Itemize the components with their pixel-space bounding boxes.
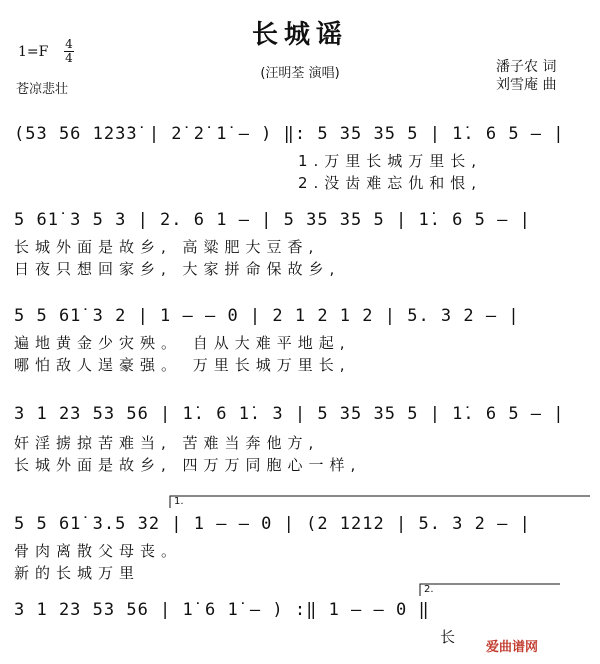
notation-line: 3 1 23 53 56 | 1̇. 6 1̇. 3 | 5 35 35 5 | 1̇. 6 5 – | xyxy=(14,404,565,424)
volta-bracket-second xyxy=(420,584,560,596)
lyric-line: 哪怕敌人逞豪强。 万里长城万里长, xyxy=(14,356,351,374)
performer-credit: (汪明荃 演唱) xyxy=(260,66,340,81)
volta-bracket-first xyxy=(170,496,590,508)
watermark-logo: 爱曲谱网 xyxy=(486,640,539,655)
lyric-line: 1.万里长城万里长, xyxy=(298,152,483,170)
time-signature-bottom: 4 xyxy=(65,51,73,65)
lyric-line: 长城外面是故乡, 四万万同胞心一样, xyxy=(14,456,362,474)
notation-line: 3 1 23 53 56 | 1̇ 6 1̇ – ) :‖ 1 – – 0 ‖ xyxy=(14,600,430,620)
key-signature: 1=F xyxy=(18,44,49,60)
volta-label-second: 2. xyxy=(424,584,434,595)
song-title: 长城谣 xyxy=(251,20,348,50)
notation-line: (53 56 1̇2̇3̇3̇ | 2̇ 2̇ 1̇ – ) ‖: 5 35 35 5 | 1̇. 6 5 – | xyxy=(14,124,565,144)
lyric-line: 新的长城万里 xyxy=(14,564,141,582)
notation-line: 5 5 61̇ 3.5 32 | 1 – – 0 | (2 1212 | 5. 3 2 – | xyxy=(14,514,531,534)
lyric-line: 2.没齿难忘仇和恨, xyxy=(298,174,483,192)
notation-line: 5 5 61̇ 3 2 | 1 – – 0 | 2 1 2 1 2 | 5. 3 2 – | xyxy=(14,306,520,326)
lyric-line: 遍地黄金少灾殃。 自从大难平地起, xyxy=(14,334,351,352)
lyricist-credit: 潘子农 词 xyxy=(496,59,557,75)
volta-label-first: 1. xyxy=(174,496,184,507)
lyric-line: 长 xyxy=(440,628,462,646)
lyric-line: 日夜只想回家乡, 大家拼命保故乡, xyxy=(14,260,341,278)
lyric-line: 长城外面是故乡, 高粱肥大豆香, xyxy=(14,238,320,256)
composer-credit: 刘雪庵 曲 xyxy=(496,77,557,93)
time-signature-top: 4 xyxy=(65,37,73,51)
lyric-line: 骨肉离散父母丧。 xyxy=(14,542,183,560)
notation-line: 5 61̇ 3 5 3 | 2. 6 1 – | 5 35 35 5 | 1̇. 6 5 – | xyxy=(14,210,531,230)
expression-mark: 苍凉悲壮 xyxy=(16,82,69,97)
lyric-line: 奸淫掳掠苦难当, 苦难当奔他方, xyxy=(14,434,320,452)
